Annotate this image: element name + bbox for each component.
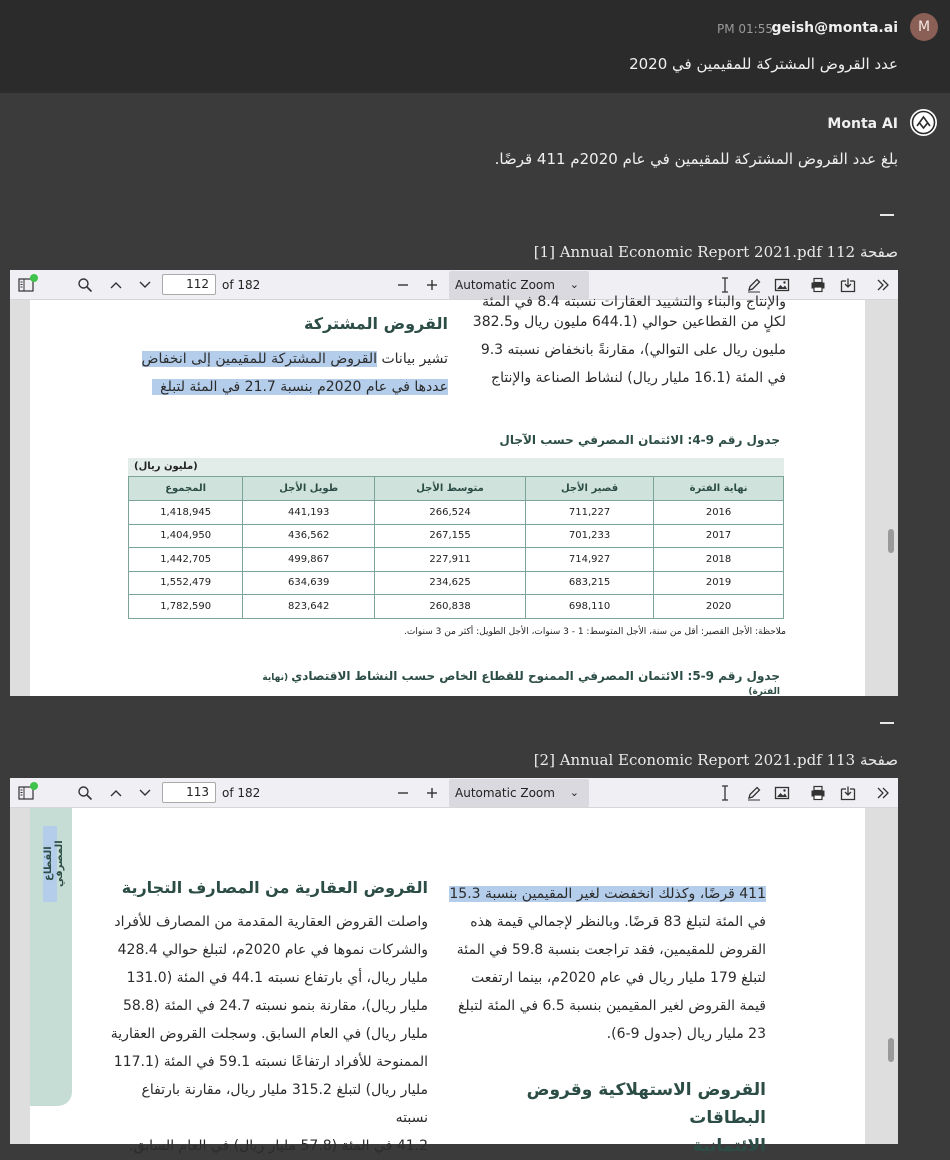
next-table-title-main: جدول رقم 9-5: الائتمان المصرفي الممنوح للقطاع الخاص حسب النشاط الاقتصادي [291, 669, 780, 683]
status-dot [30, 782, 38, 790]
text-line: 41.2 في المئة (57.8 مليار ريال) في العام السابق. [129, 1138, 428, 1154]
table-cell: 711,227 [526, 501, 654, 525]
table-row [129, 524, 784, 548]
text-line: والشركات نموها في عام 2020م، لتبلغ حوالي 428.4 [117, 942, 428, 958]
source-label-2[interactable]: [2] Annual Economic Report 2021.pdf صفحة 113 [533, 751, 898, 769]
monta-logo-icon [910, 109, 937, 136]
page-number-input[interactable]: 112 [162, 274, 216, 295]
table-cell: 436,562 [243, 524, 375, 548]
bot-answer-text: بلغ عدد القروض المشتركة للمقيمين في عام 2020م 411 قرضًا. [494, 150, 898, 168]
table-cell: 227,911 [375, 548, 526, 572]
plus-icon[interactable] [421, 270, 443, 300]
table-cell: 2017 [654, 524, 784, 548]
zoom-select[interactable] [449, 779, 589, 807]
chevron-down-icon: ⌄ [569, 786, 579, 799]
chevron-down-icon: ⌄ [569, 278, 579, 291]
table-row [129, 501, 784, 525]
section-side-label: القطاع المصرفي [43, 826, 57, 902]
message-timestamp: PM 01:55 [717, 22, 773, 36]
pdf-toolbar [10, 778, 898, 808]
table-row [129, 571, 784, 595]
scrollbar-thumb[interactable] [888, 1038, 894, 1062]
column-header: نهاية الفترة [654, 477, 784, 501]
table-unit-bar [128, 458, 784, 476]
next-table-title [230, 669, 780, 697]
search-icon[interactable] [74, 778, 96, 808]
page-count: of 182 [222, 278, 261, 292]
table-cell: 683,215 [526, 571, 654, 595]
text-line: القروض للمقيمين، فقد تراجعت بنسبة 59.8 في المئة [456, 942, 766, 958]
section-heading: القروض العقارية من المصارف التجارية [121, 878, 428, 897]
page-gutter [10, 300, 30, 696]
next-table-title-suffix: (نهاية الفترة) [262, 673, 780, 697]
table-cell: 2019 [654, 571, 784, 595]
table-unit: (مليون ريال) [134, 461, 198, 472]
text-line: مليار ريال) في العام السابق. وسجلت القروض العقارية [110, 1026, 428, 1042]
table-cell: 267,155 [375, 524, 526, 548]
print-icon[interactable] [807, 270, 829, 300]
table-title: جدول رقم 9-4: الائتمان المصرفي حسب الآجال [499, 433, 780, 447]
table-cell: 2016 [654, 501, 784, 525]
table-cell: 499,867 [243, 548, 375, 572]
text-line: مليار ريال)، مقارنة بنمو نسبته 24.7 في المئة (58.8 [122, 998, 428, 1014]
print-icon[interactable] [807, 778, 829, 808]
table-cell: 698,110 [526, 595, 654, 619]
user-name: geish@monta.ai [771, 20, 898, 36]
heading-line: القروض الاستهلاكية وقروض البطاقات [526, 1080, 766, 1128]
table-cell: 1,782,590 [129, 595, 243, 619]
table-cell: 2018 [654, 548, 784, 572]
status-dot [30, 274, 38, 282]
text-column-right [444, 880, 766, 1048]
table-cell: 266,524 [375, 501, 526, 525]
heading-line: الائتمانية [692, 1136, 766, 1156]
text-segment: تشير بيانات [377, 351, 448, 367]
table-cell: 1,404,950 [129, 524, 243, 548]
scrollbar-thumb[interactable] [888, 529, 894, 553]
text-line: في المئة (16.1 مليار ريال) لنشاط الصناعة والإنتاج [491, 370, 786, 386]
chevron-up-icon[interactable] [105, 270, 127, 300]
pdf-viewer-2[interactable] [10, 778, 898, 1156]
highlighted-text: 411 قرضًا، وكذلك انخفضت لغير المقيمين بنسبة 15.3 [449, 886, 766, 902]
chevron-down-icon[interactable] [134, 270, 156, 300]
minus-icon[interactable] [392, 778, 414, 808]
text-line: في المئة لتبلغ 83 قرضًا. وبالنظر لإجمالي قيمة هذه [470, 914, 766, 930]
text-column-left [128, 345, 448, 401]
column-header: طويل الأجل [243, 477, 375, 501]
plus-icon[interactable] [421, 778, 443, 808]
table-cell: 634,639 [243, 571, 375, 595]
table-cell: 823,642 [243, 595, 375, 619]
page-gutter [865, 300, 898, 696]
pen-icon[interactable] [743, 778, 765, 808]
text-line: 23 مليار ريال (جدول 9-6). [606, 1026, 766, 1042]
table-row [129, 595, 784, 619]
table-cell: 260,838 [375, 595, 526, 619]
page-count: of 182 [222, 786, 261, 800]
save-icon[interactable] [837, 270, 859, 300]
table-cell: 1,442,705 [129, 548, 243, 572]
table-cell: 2020 [654, 595, 784, 619]
minus-icon[interactable] [392, 270, 414, 300]
double-chevron-icon[interactable] [872, 270, 894, 300]
page-gutter [865, 808, 898, 1144]
table-cell: 234,625 [375, 571, 526, 595]
pdf-page-112 [30, 294, 865, 697]
column-header: متوسط الأجل [375, 477, 526, 501]
text-line: الممنوحة للأفراد ارتفاعًا نسبته 59.1 في المئة (117.1 [113, 1054, 428, 1070]
text-line: واصلت القروض العقارية المقدمة من المصارف للأفراد [114, 914, 428, 930]
source-label-1[interactable]: [1] Annual Economic Report 2021.pdf صفحة 112 [533, 243, 898, 261]
user-avatar[interactable]: M [910, 13, 938, 41]
table-cell: 1,552,479 [129, 571, 243, 595]
column-header: المجموع [129, 477, 243, 501]
image-icon[interactable] [771, 778, 793, 808]
double-chevron-icon[interactable] [872, 778, 894, 808]
text-line: والإنتاج والبناء والتشييد العقارات نسبته 8.4 في المئة [482, 294, 786, 310]
source-divider [880, 722, 894, 724]
chevron-up-icon[interactable] [105, 778, 127, 808]
text-cursor-icon[interactable] [714, 778, 736, 808]
zoom-value: Automatic Zoom [455, 786, 555, 800]
page-gutter [10, 808, 30, 1144]
user-message-row [0, 0, 950, 93]
source-divider [880, 214, 894, 216]
pdf-viewer-1[interactable] [10, 270, 898, 696]
chevron-down-icon[interactable] [134, 778, 156, 808]
text-line: مليون ريال على التوالي)، مقارنةً بانخفاض نسبته 9.3 [480, 342, 786, 358]
table-note: ملاحظة: الأجل القصير: أقل من سنة، الأجل المتوسط: 1 - 3 سنوات، الأجل الطويل: أكثر من 3 سنوات. [404, 627, 786, 637]
table-cell: 701,233 [526, 524, 654, 548]
section-heading [444, 1076, 766, 1160]
text-line: لكلٍ من القطاعين حوالي (644.1 مليون ريال و382.5 [472, 314, 786, 330]
zoom-value: Automatic Zoom [455, 278, 555, 292]
table-cell: 1,418,945 [129, 501, 243, 525]
text-column-right [466, 294, 786, 392]
bot-name: Monta AI [827, 116, 898, 132]
table-header-row [129, 477, 784, 501]
text-line: لتبلغ 179 مليار ريال في عام 2020م، بينما ارتفعت [471, 970, 766, 986]
table-row [129, 548, 784, 572]
credit-table [128, 476, 784, 619]
table-cell: 714,927 [526, 548, 654, 572]
section-heading: القروض المشتركة [304, 314, 448, 333]
text-line: مليار ريال) لتبلغ 315.2 مليار ريال، مقارنة بارتفاع نسبته [141, 1082, 428, 1126]
user-message-text: عدد القروض المشتركة للمقيمين في 2020 [629, 55, 898, 73]
page-number-input[interactable]: 113 [162, 782, 216, 803]
text-line: مليار ريال، أي بارتفاع نسبته 44.1 في المئة (131.0 [126, 970, 428, 986]
highlighted-text: عددها في عام 2020م بنسبة 21.7 في المئة لتبلغ [152, 379, 448, 395]
text-line [128, 345, 448, 373]
search-icon[interactable] [74, 270, 96, 300]
highlighted-text: القروض المشتركة للمقيمين إلى انخفاض [141, 351, 378, 367]
text-column-left [108, 908, 428, 1160]
text-line: قيمة القروض لغير المقيمين بنسبة 6.5 في المئة لتبلغ [457, 998, 766, 1014]
table-cell: 441,193 [243, 501, 375, 525]
column-header: قصير الأجل [526, 477, 654, 501]
save-icon[interactable] [837, 778, 859, 808]
